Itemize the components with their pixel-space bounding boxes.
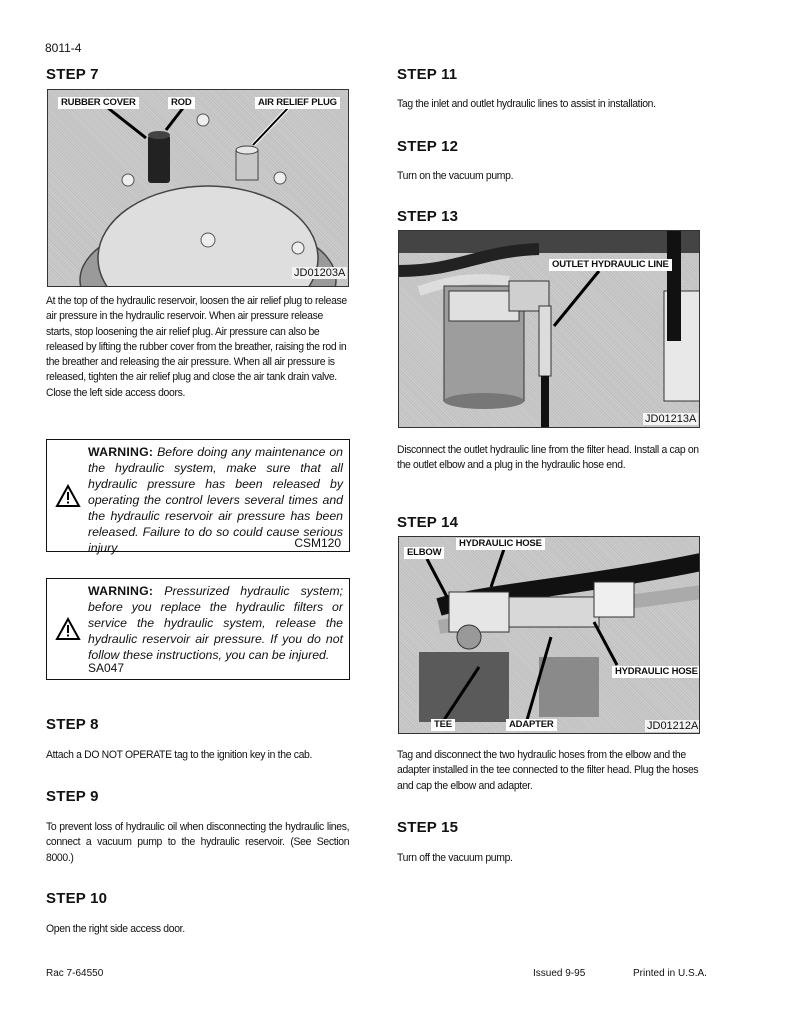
step-13-text: Disconnect the outlet hydraulic line from the filter head. Install a cap on the outlet elbow and a plug in the hydraulic hose end. [397,444,699,472]
warning-box-hydraulic-pressure [46,439,350,555]
label-elbow: ELBOW [404,547,444,559]
step-15-text: Turn off the vacuum pump. [397,852,513,864]
warning-triangle-icon [55,617,81,641]
figure-code: JD01212A [647,720,699,732]
figure-reservoir-top [47,89,349,287]
label-tee: TEE [431,719,455,731]
label-rubber-cover: RUBBER COVER [58,97,139,109]
step-11-text: Tag the inlet and outlet hydraulic lines to assist in installation. [397,98,656,110]
step-9-heading: STEP 9 [46,788,99,805]
warning-body: Pressurized hydraulic system; before you replace the hydraulic filters or service the hydraulic system, release the hydraulic reservoir air pressure. If you do not follow these instructions, you can be injured. [88,584,343,662]
step-14-text: Tag and disconnect the two hydraulic hoses from the elbow and the adapter installed in the tee connected to the filter head. Plug the hoses and cap the elbow and adapter. [397,749,699,792]
step-8-text: Attach a DO NOT OPERATE tag to the ignition key in the cab. [46,749,313,761]
step-9-text: To prevent loss of hydraulic oil when disconnecting the hydraulic lines, connect a vacuum pump to the hydraulic reservoir. (See Section 8000.) [46,821,350,864]
label-air-relief-plug: AIR RELIEF PLUG [255,97,340,109]
step-8-heading: STEP 8 [46,716,99,733]
warning-box-pressurized-system [46,578,350,680]
step-14-heading: STEP 14 [397,514,459,531]
step-10-text: Open the right side access door. [46,923,185,935]
figure-code: JD01213A [645,413,697,425]
warning-code: SA047 [88,661,125,675]
page-number: 8011-4 [45,41,82,55]
warning-triangle-icon [55,484,81,508]
label-adapter: ADAPTER [506,719,557,731]
step-13-heading: STEP 13 [397,208,459,225]
warning-text [88,583,343,663]
figure-hoses-elbow-adapter [398,536,700,734]
step-15-heading: STEP 15 [397,819,459,836]
footer-printed: Printed in U.S.A. [633,968,707,979]
footer-issued: Issued 9-95 [533,968,586,979]
warning-label: WARNING: [88,445,154,459]
label-outlet-hydraulic-line: OUTLET HYDRAULIC LINE [549,259,672,271]
label-rod: ROD [168,97,195,109]
hoses-illustration [399,537,700,734]
warning-label: WARNING: [88,584,154,598]
step-7-text: At the top of the hydraulic reservoir, loosen the air relief plug to release air pressure in the hydraulic reservoir. When air pressure release starts, stop loosening the air relief plug. Air pressure can also be released by lifting the rubber cover from the breather, raising the rod in the breather and releasing the air pressure. When all air pressure is released, tighten the air relief plug and close the air tank drain valve. Close the left side access doors. [46,295,347,399]
label-hydraulic-hose-top: HYDRAULIC HOSE [456,538,545,550]
step-11-heading: STEP 11 [397,66,458,83]
step-12-heading: STEP 12 [397,138,459,155]
step-10-heading: STEP 10 [46,890,108,907]
figure-code: JD01203A [294,267,346,279]
label-hydraulic-hose-right: HYDRAULIC HOSE [612,666,700,678]
step-12-text: Turn on the vacuum pump. [397,170,514,182]
figure-outlet-hydraulic-line [398,230,700,428]
reservoir-illustration [48,90,349,287]
footer-doc-number: Rac 7-64550 [46,968,104,979]
warning-code: CSM120 [294,536,341,550]
step-7-heading: STEP 7 [46,66,99,83]
warning-body: Before doing any maintenance on the hydraulic system, make sure that all hydraulic pressure has been released by operating the control levers several times and the hydraulic reservoir air pressure has been released. Failure to do so could cause serious injury. [88,445,344,555]
